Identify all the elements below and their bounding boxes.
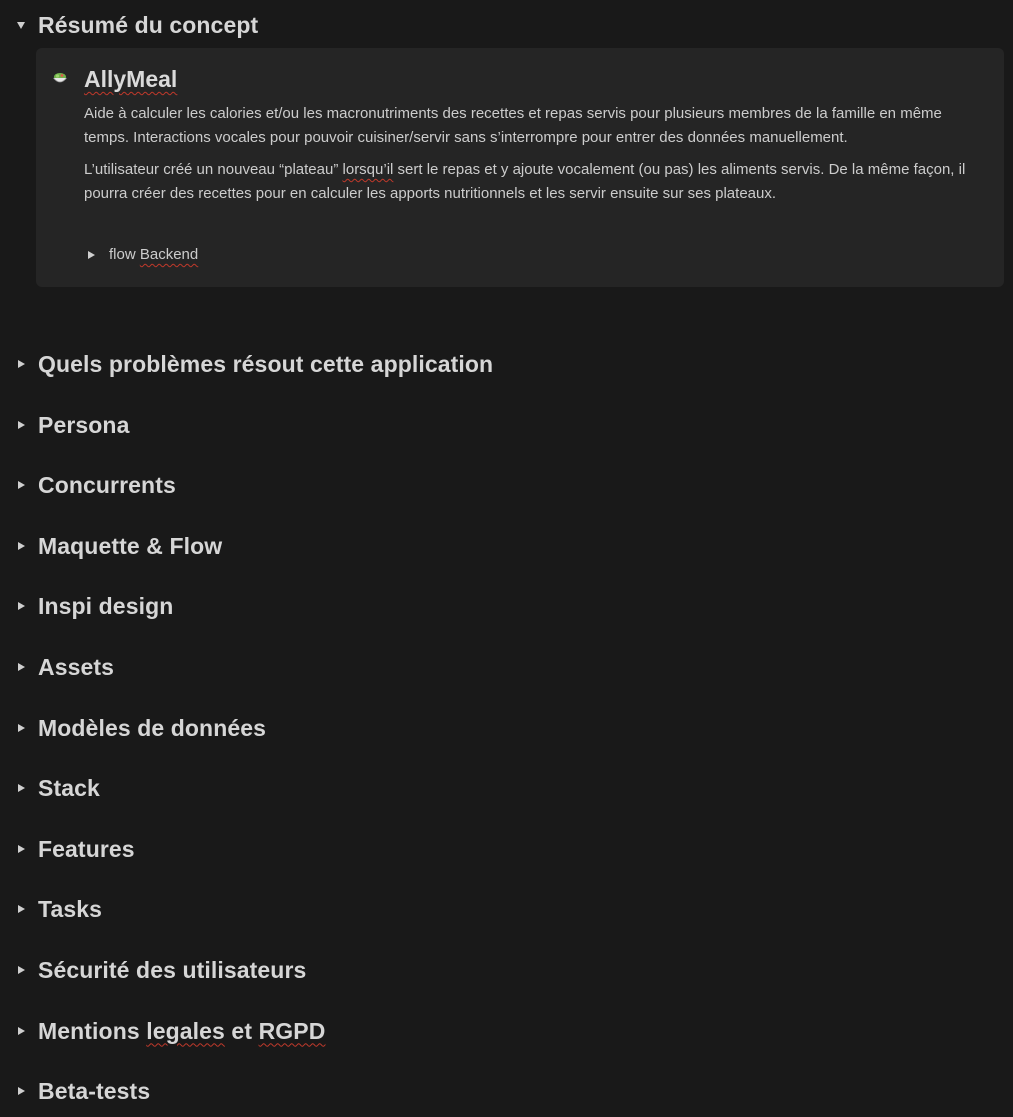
heading-mentions: Mentions legales et RGPD bbox=[38, 1017, 326, 1044]
toggle-heading-securite[interactable] bbox=[12, 955, 306, 985]
toggle-closed-icon[interactable] bbox=[12, 779, 30, 797]
toggle-closed-icon[interactable] bbox=[12, 719, 30, 737]
toggle-closed-icon[interactable] bbox=[12, 355, 30, 373]
toggle-heading-maquette[interactable] bbox=[12, 531, 222, 561]
toggle-closed-icon[interactable] bbox=[88, 251, 95, 259]
toggle-heading-tasks[interactable] bbox=[12, 894, 102, 924]
concept-usage: L’utilisateur créé un nouveau “plateau” lorsqu’il sert le repas et y ajoute vocalement (ou pas) les aliments servis. De la même façon, il pourra créer des recettes pour en calculer les apports nutritionnels et les servir ensuite sur ses plateaux. bbox=[84, 161, 966, 202]
toggle-heading-stack[interactable] bbox=[12, 773, 100, 803]
heading-problems: Quels problèmes résout cette application bbox=[38, 350, 494, 377]
toggle-heading-modeles[interactable] bbox=[12, 713, 266, 743]
toggle-open-icon[interactable] bbox=[12, 16, 30, 34]
toggle-heading-problems[interactable] bbox=[12, 349, 493, 379]
toggle-heading-inspi[interactable] bbox=[12, 591, 173, 621]
toggle-heading-beta[interactable] bbox=[12, 1076, 150, 1106]
heading-inspi: Inspi design bbox=[38, 592, 174, 619]
heading-securite: Sécurité des utilisateurs bbox=[38, 956, 307, 983]
heading-maquette: Maquette & Flow bbox=[38, 532, 223, 559]
heading-tasks: Tasks bbox=[38, 895, 103, 922]
toggle-closed-icon[interactable] bbox=[12, 961, 30, 979]
toggle-closed-icon[interactable] bbox=[12, 476, 30, 494]
toggle-closed-icon[interactable] bbox=[12, 1082, 30, 1100]
heading-modeles: Modèles de données bbox=[38, 714, 267, 741]
toggle-heading-features[interactable] bbox=[12, 834, 135, 864]
toggle-heading-persona[interactable] bbox=[12, 410, 129, 440]
concept-callout bbox=[36, 48, 1004, 287]
toggle-heading-concurrents[interactable] bbox=[12, 470, 176, 500]
toggle-closed-icon[interactable] bbox=[12, 416, 30, 434]
heading-assets: Assets bbox=[38, 653, 115, 680]
heading-concurrents: Concurrents bbox=[38, 471, 176, 498]
toggle-flow-backend[interactable] bbox=[88, 246, 198, 263]
app-name: AllyMeal bbox=[84, 66, 178, 92]
concept-description: Aide à calculer les calories et/ou les macronutriments des recettes et repas servis pour plusieurs membres de la famille en même temps. Interactions vocales pour pouvoir cuisiner/servir sans s’interrompre pour entrer des données manuellement. bbox=[84, 105, 942, 146]
salad-bowl-icon bbox=[52, 70, 68, 86]
toggle-closed-icon[interactable] bbox=[12, 840, 30, 858]
heading-stack: Stack bbox=[38, 774, 100, 801]
toggle-closed-icon[interactable] bbox=[12, 900, 30, 918]
toggle-heading-assets[interactable] bbox=[12, 652, 114, 682]
heading-beta: Beta-tests bbox=[38, 1077, 151, 1104]
toggle-closed-icon[interactable] bbox=[12, 597, 30, 615]
toggle-heading-concept[interactable] bbox=[12, 10, 258, 40]
toggle-closed-icon[interactable] bbox=[12, 658, 30, 676]
toggle-closed-icon[interactable] bbox=[12, 537, 30, 555]
toggle-heading-mentions[interactable] bbox=[12, 1016, 325, 1046]
heading-concept: Résumé du concept bbox=[38, 11, 259, 38]
flow-backend-label: flow Backend bbox=[109, 246, 199, 263]
heading-persona: Persona bbox=[38, 411, 130, 438]
heading-features: Features bbox=[38, 835, 135, 862]
toggle-closed-icon[interactable] bbox=[12, 1022, 30, 1040]
